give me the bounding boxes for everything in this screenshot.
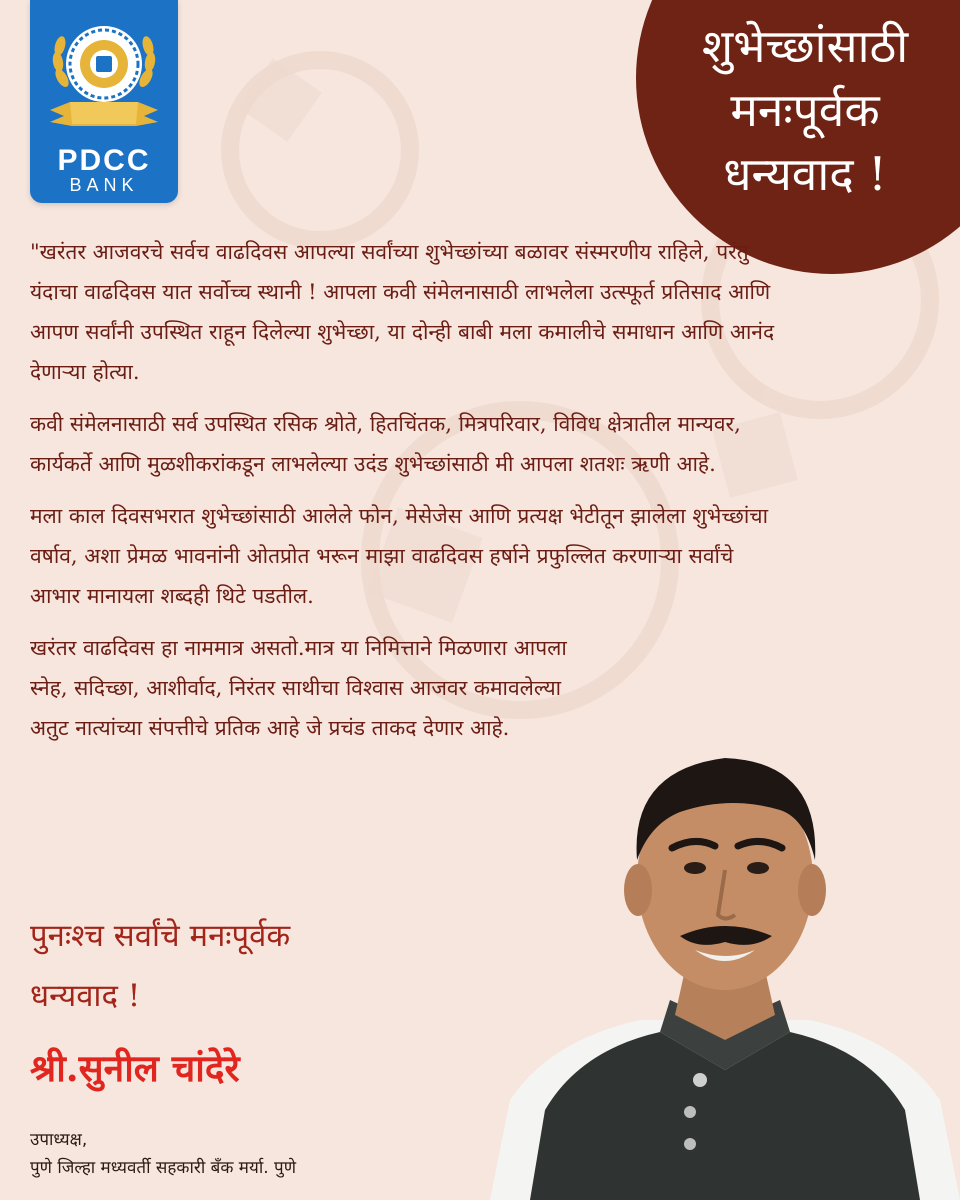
- page-title: [660, 14, 950, 206]
- designation-org: पुणे जिल्हा मध्यवर्ती सहकारी बँक मर्या. पुणे: [30, 1158, 296, 1178]
- message-paragraph-3: मला काल दिवसभरात शुभेच्छांसाठी आलेले फोन, मेसेजेस आणि प्रत्यक्ष भेटीतून झालेला शुभेच्छांचा वर्षाव, अशा प्रेमळ भावनांनी ओतप्रोत भरून माझा वाढदिवस हर्षाने प्रफुल्लित करणाऱ्या सर्वांचे आभार मानायला शब्दही थिटे पडतील.: [30, 504, 769, 608]
- bank-logo: [30, 0, 178, 203]
- message-paragraph-2: कवी संमेलनासाठी सर्व उपस्थित रसिक श्रोते, हितचिंतक, मित्रपरिवार, विविध क्षेत्रातील मान्यवर, कार्यकर्ते आणि मुळशीकरांकडून लाभलेल्या उदंड शुभेच्छांसाठी मी आपला शतशः ऋणी आहे.: [30, 412, 741, 476]
- signature-name: श्री.सुनील चांदेरे: [30, 1046, 240, 1090]
- logo-subtitle: BANK: [69, 175, 139, 195]
- closing-line-1: पुनःश्च सर्वांचे मनःपूर्वक: [30, 918, 291, 954]
- message-body: [30, 232, 790, 754]
- title-line-2: मनःपूर्वक: [730, 83, 880, 137]
- designation-role: उपाध्यक्ष,: [30, 1130, 88, 1150]
- message-paragraph-4: खरंतर वाढदिवस हा नाममात्र असतो.मात्र या निमित्ताने मिळणारा आपला स्नेह, सदिच्छा, आशीर्वाद, निरंतर साथीचा विश्वास आजवर कमावलेल्या अतुट नात्यांच्या संपत्तीचे प्रतिक आहे जे प्रचंड ताकद देणार आहे.: [30, 636, 567, 740]
- closing-thanks: [30, 906, 550, 1026]
- portrait-photo: [490, 740, 960, 1200]
- title-line-1: शुभेच्छांसाठी: [701, 19, 909, 73]
- logo-title: PDCC: [57, 144, 151, 177]
- message-paragraph-1: "खरंतर आजवरचे सर्वच वाढदिवस आपल्या सर्वांच्या शुभेच्छांच्या बळावर संस्मरणीय राहिले, परंतु यंदाचा वाढदिवस यात सर्वोच्च स्थानी ! आपला कवी संमेलनासाठी लाभलेला उत्स्फूर्त प्रतिसाद आणि आपण सर्वांनी उपस्थित राहून दिलेल्या शुभेच्छा, या दोन्ही बाबी मला कमालीचे समाधान आणि आनंद देणाऱ्या होत्या.: [30, 240, 775, 384]
- closing-line-2: धन्यवाद !: [30, 978, 141, 1014]
- title-line-3: धन्यवाद !: [723, 147, 887, 201]
- bank-emblem-icon: [40, 12, 168, 140]
- designation: [30, 1126, 296, 1182]
